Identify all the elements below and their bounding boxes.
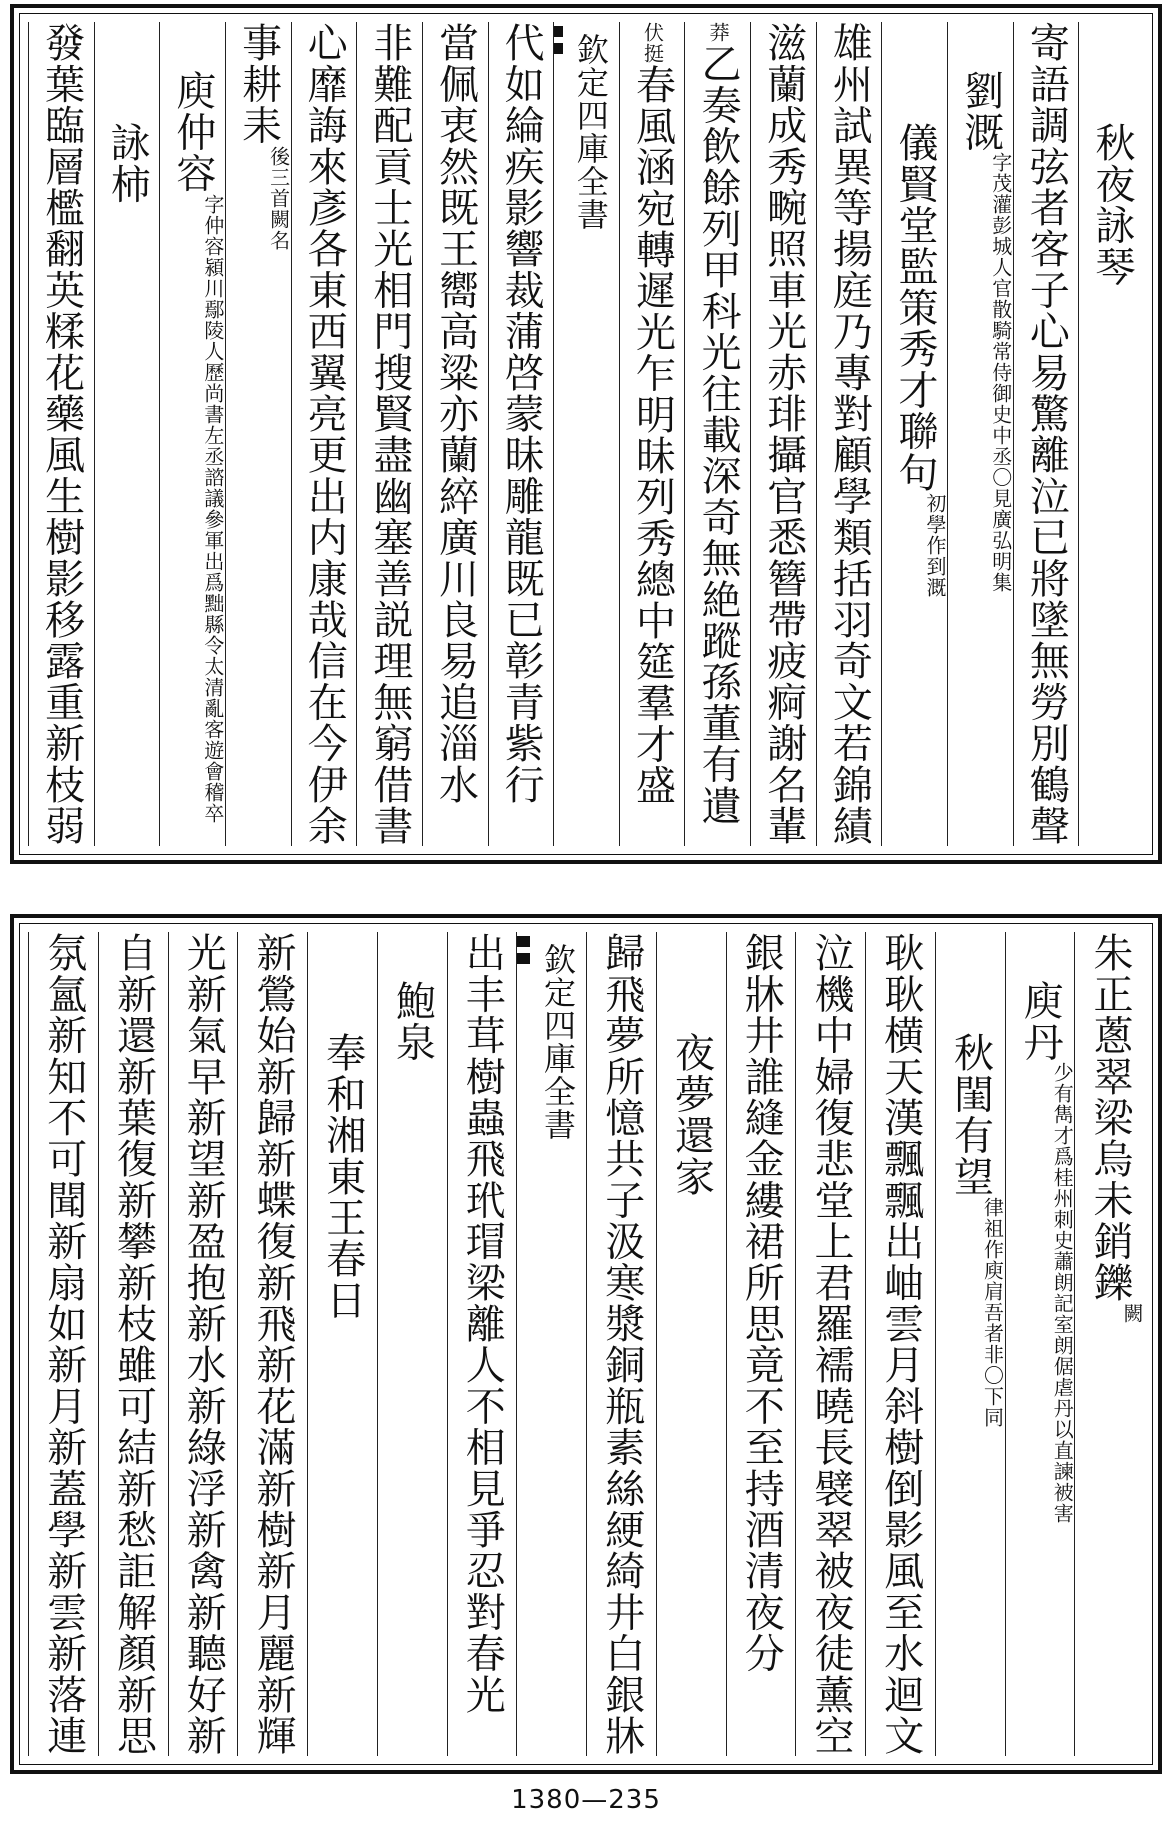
poem-title: 儀賢堂監策秀才聯句: [892, 122, 939, 493]
author-name: 庾仲容: [169, 70, 216, 194]
annotation-note: 闕: [1120, 1302, 1144, 1324]
text-column-author: [947, 22, 1013, 846]
text-column-poem: [488, 22, 554, 846]
poem-title: 奉和湘東王春日: [319, 1032, 366, 1321]
page-spine: [553, 22, 619, 846]
fish-tail-mark-icon: [553, 26, 563, 54]
text-column-poem: [586, 932, 656, 1756]
author-name: 庾丹: [1017, 980, 1064, 1063]
poem-line: 當佩衷然既王嚮高粱亦蘭綷廣川良易追淄水: [432, 22, 479, 805]
annotation-note: 字仲容潁川鄢陵人歷尚書左丞諮議參軍出爲黜縣令太清亂客遊會稽卒: [200, 193, 225, 824]
text-columns-bottom: [28, 932, 1144, 1756]
spine-library-title: 欽定四庫全書: [571, 33, 610, 231]
spine-library-title: 欽定四庫全書: [539, 943, 577, 1141]
fish-tail-mark-icon: [516, 936, 530, 964]
poem-title: 詠柿: [104, 122, 151, 205]
text-column-poem: [750, 22, 816, 846]
text-column-title: [307, 932, 377, 1756]
text-column-poem: [28, 932, 98, 1756]
poem-title: 秋夜詠琴: [1088, 122, 1135, 287]
text-column-author: [377, 932, 447, 1756]
text-column-poem: [98, 932, 168, 1756]
text-column-title: [935, 932, 1005, 1756]
poem-title: 秋閨有望: [947, 1032, 994, 1197]
text-column-title: [1078, 22, 1144, 846]
text-column-poem: [356, 22, 422, 846]
text-column-poem: [28, 22, 94, 846]
annotation-note: 律祖作庾肩吾者非〇下同: [980, 1196, 1005, 1428]
poem-line: 新鶯始新歸新蝶復新飛新花滿新樹新月麗新輝: [250, 932, 296, 1756]
annotation-note: 後三首闕名: [266, 145, 291, 251]
page-bottom: [10, 914, 1162, 1774]
text-column-author: [1005, 932, 1075, 1756]
text-column-title: [656, 932, 726, 1756]
poem-line: 非難配貢士光相門搜賢盡幽塞善説理無窮借書: [366, 22, 413, 846]
poem-line: 泣機中婦復悲堂上君羅襦曉長襞翠被夜徒薰空: [808, 932, 854, 1756]
text-column-poem: [291, 22, 357, 846]
poem-line: 耿耿横天漢飄飄出岫雲月斜樹倒影風至水迴文: [877, 932, 924, 1756]
poem-line: 出丰茸樹蟲飛玳瑁梁離人不相見爭忍對春光: [459, 932, 506, 1715]
text-column-poem: [237, 932, 307, 1756]
annotation-note: 初學作到溉: [923, 492, 948, 598]
poem-line: 滋蘭成秀畹照車光赤琲攝官悉簪帶疲痾謝名輩: [760, 22, 807, 846]
text-column-poem: [168, 932, 238, 1756]
poem-line: 事耕耒: [235, 22, 282, 146]
poem-line: 乙奏飲餘列甲科光往載深奇無絶蹤孫董有遺: [695, 43, 742, 826]
text-column-poem: [225, 22, 291, 846]
page-spine: [516, 932, 586, 1756]
text-column-poem: [1074, 932, 1144, 1756]
text-column-title: [881, 22, 947, 846]
text-column-author: [159, 22, 225, 846]
poem-line: 朱正蔥翠梁烏未銷鑠: [1087, 932, 1133, 1303]
poem-line: 光新氣早新望新盈抱新水新綠浮新禽新聽好新: [180, 932, 227, 1756]
annotation-note: 字茂灌彭城人官散騎常侍御史中丞〇見廣弘明集: [988, 152, 1013, 594]
lead-note: 莽: [706, 22, 731, 43]
text-column-poem: [795, 932, 865, 1756]
poem-line: 自新還新葉復新攀新枝雖可結新愁詎解顏新思: [110, 932, 157, 1756]
author-name: 劉溉: [957, 70, 1004, 153]
text-column-poem: [865, 932, 935, 1756]
page-top: [10, 4, 1162, 864]
author-name: 鮑泉: [389, 980, 436, 1063]
poem-line: 心靡誨來彥各東西翼亮更出内康哉信在今伊余: [301, 22, 348, 846]
poem-title: 夜夢還家: [668, 1032, 715, 1197]
text-column-poem: [619, 22, 685, 846]
poem-line: 寄語調弦者客子心易驚離泣已將墜無勞別鶴聲: [1023, 22, 1070, 846]
poem-line: 氛氳新知不可聞新扇如新月新蓋學新雲新落連: [40, 932, 87, 1756]
text-column-poem: [726, 932, 796, 1756]
text-column-poem: [447, 932, 517, 1756]
poem-line: 發葉臨層檻翻英糅花藥風生樹影移露重新枝弱: [38, 22, 85, 846]
poem-line: 銀牀井誰縫金縷裙所思竟不至持酒清夜分: [738, 932, 785, 1674]
lead-note: 伏挺: [640, 22, 665, 64]
poem-line: 春風涵宛轉遲光乍明昧列秀總中筵羣才盛: [629, 64, 676, 806]
text-column-poem: [1013, 22, 1079, 846]
text-column-poem: [684, 22, 750, 846]
text-column-title: [94, 22, 160, 846]
poem-line: 代如綸疾影響裁蒲啓蒙昧雕龍既已彰青紫行: [498, 22, 545, 805]
page-number: 1380—235: [511, 1785, 661, 1815]
poem-line: 歸飛夢所憶共子汲寒漿銅瓶素絲綆綺井白銀牀: [598, 932, 645, 1756]
text-column-poem: [816, 22, 882, 846]
poem-line: 雄州試異等揚庭乃專對顧學類括羽奇文若錦績: [826, 22, 873, 846]
annotation-note: 少有雋才爲桂州刺史蕭朗記室朗倨虐丹以直諫被害: [1050, 1062, 1075, 1525]
text-column-poem: [422, 22, 488, 846]
text-columns-top: [28, 22, 1144, 846]
